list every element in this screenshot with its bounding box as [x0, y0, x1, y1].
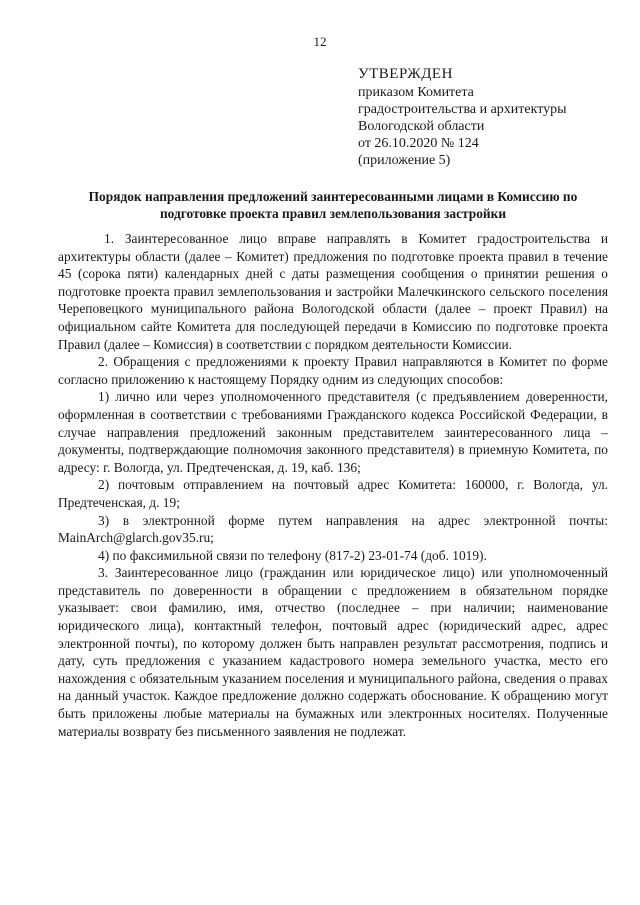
document-title: Порядок направления предложений заинтересованными лицами в Комиссию по подготовке проекта правил землепользования застройки [88, 189, 578, 221]
paragraph: 2. Обращения с предложениями к проекту Правил направляются в Комитет по форме согласно приложению к настоящему Порядку одним из следующих способов: [58, 354, 608, 387]
approval-line: градостроительства и архитектуры [358, 102, 567, 117]
paragraph: 2) почтовым отправлением на почтовый адрес Комитета: 160000, г. Вологда, ул. Предтеченская, д. 19; [58, 477, 608, 510]
approval-block [358, 66, 608, 169]
paragraph: 4) по факсимильной связи по телефону (817-2) 23-01-74 (доб. 1019). [98, 547, 487, 563]
approval-heading: УТВЕРЖДЕН [358, 66, 453, 82]
paragraph: 3. Заинтересованное лицо (гражданин или юридическое лицо) или уполномоченный представитель по доверенности в обращении с предложением в обязательном порядке указывает: свои фамилию, имя, отчество (последнее – при наличии; наименование юридического лица), контактный телефон, почтовый адрес (юридический адрес, адрес электронной почты), по которому должен быть направлен результат рассмотрения, подпись и дату, суть предложения с указанием кадастрового номера земельного участка, место его нахождения с обязательным указанием поселения и муниципального района, сведения о правах на данный участок. Каждое предложение должно содержать обоснование. К обращению могут быть приложены любые материалы на бумажных или электронных носителях. Полученные материалы возврату без письменного заявления не подлежат. [58, 565, 608, 739]
approval-line: приказом Комитета [358, 85, 474, 100]
paragraph: 1. Заинтересованное лицо вправе направлять в Комитет градостроительства и архитектуры области (далее – Комитет) предложения по подготовке проекта правил в течение 45 (сорока пяти) календарных дней с даты размещения сообщения о принятии решения о подготовке проекта правил землепользования и застройки Малечкинского сельского поселения Череповецкого муниципального района Вологодской области (далее – проект Правил) на официальном сайте Комитета для последующей передачи в Комиссию по подготовке проекта Правил (далее – Комиссия) в соответствии с порядком деятельности Комиссии. [58, 231, 608, 352]
document-body [58, 230, 608, 740]
paragraph: 1) лично или через уполномоченного представителя (с предъявлением доверенности, оформленная в соответствии с требованиями Гражданского кодекса Российской Федерации, в случае направления предложений законным представителем заинтересованного лица – документы, подтверждающие полномочия законного представителя) в приемную Комитета, по адресу: г. Вологда, ул. Предтеченская, д. 19, каб. 136; [58, 389, 608, 475]
approval-line: от 26.10.2020 № 124 [358, 136, 479, 151]
paragraph: 3) в электронной форме путем направления на адрес электронной почты: MainArch@glarch.gov35.ru; [58, 512, 608, 546]
approval-line: (приложение 5) [358, 153, 451, 168]
approval-line: Вологодской области [358, 119, 485, 134]
page-number: 12 [313, 34, 327, 49]
